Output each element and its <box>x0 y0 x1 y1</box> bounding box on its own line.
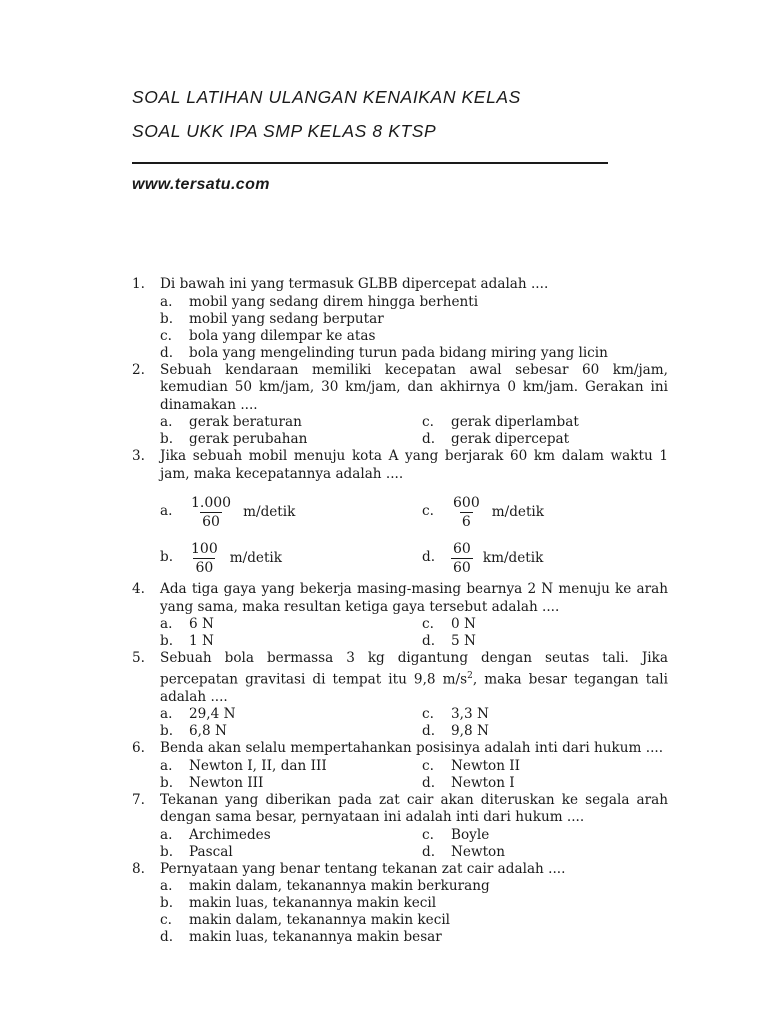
question-number: 8. <box>132 860 145 877</box>
option-letter: b. <box>160 549 174 565</box>
fraction <box>451 494 482 531</box>
option-letter: b. <box>160 633 174 649</box>
header-divider <box>132 162 608 164</box>
option-text: Newton III <box>189 774 264 791</box>
option-letter: c. <box>422 706 434 723</box>
option-letter: a. <box>160 293 173 310</box>
fraction-numerator: 600 <box>453 494 480 511</box>
question-text: Jika sebuah mobil menuju kota A yang berjarak 60 km dalam waktu 1 jam, maka kecepatannya adalah .... <box>160 448 668 482</box>
option-b <box>160 431 422 448</box>
option-b <box>160 535 422 581</box>
option-text: gerak beraturan <box>189 414 302 430</box>
question-text: Di bawah ini yang termasuk GLBB dipercepat adalah .... <box>160 276 549 292</box>
fraction-denominator: 60 <box>453 559 471 576</box>
option-c <box>160 912 668 929</box>
option-letter: a. <box>160 616 173 632</box>
option-text: Newton I, II, dan III <box>189 757 327 774</box>
option-a <box>160 758 422 775</box>
option-a <box>160 294 668 311</box>
option-a <box>160 878 668 895</box>
option-letter: c. <box>422 826 434 843</box>
question-text <box>160 650 668 706</box>
option-letter: b. <box>160 431 174 447</box>
question-text: Ada tiga gaya yang bekerja masing-masing bearnya 2 N menuju ke arah yang sama, maka resultan ketiga gaya tersebut adalah .... <box>160 581 668 615</box>
question-7 <box>132 792 668 861</box>
option-letter: b. <box>160 774 174 791</box>
option-d <box>422 775 668 792</box>
option-b <box>160 895 668 912</box>
option-letter: d. <box>422 633 436 649</box>
option-letter: a. <box>160 826 173 843</box>
option-d <box>160 929 668 946</box>
option-b <box>160 633 422 650</box>
option-letter: c. <box>422 414 434 430</box>
option-d <box>422 431 668 448</box>
question-text: Pernyataan yang benar tentang tekanan zat cair adalah .... <box>160 860 566 877</box>
question-1 <box>132 276 668 362</box>
question-text-part: Sebuah bola bermassa 3 kg digantung dengan seutas tali. Jika percepatan gravitasi di tempat itu 9,8 m/s <box>160 650 668 688</box>
option-letter: c. <box>422 503 434 519</box>
option-letter: a. <box>160 503 173 519</box>
option-d <box>422 633 668 650</box>
option-d <box>422 535 668 581</box>
option-d <box>160 345 668 362</box>
question-number: 4. <box>132 581 145 597</box>
question-text: Tekanan yang diberikan pada zat cair akan diteruskan ke segala arah dengan sama besar, pernyataan ini adalah inti dari hukum .... <box>160 791 668 826</box>
fraction <box>451 540 473 577</box>
option-text: makin luas, tekanannya makin kecil <box>189 895 437 912</box>
option-text: makin dalam, tekanannya makin berkurang <box>189 878 490 895</box>
option-c <box>422 616 668 633</box>
option-text: Newton <box>451 843 505 860</box>
question-number: 7. <box>132 791 145 808</box>
option-text: 6,8 N <box>189 723 227 740</box>
option-letter: d. <box>422 431 436 447</box>
option-letter: d. <box>160 344 174 361</box>
option-letter: a. <box>160 757 173 774</box>
option-a <box>160 489 422 535</box>
fraction-denominator: 60 <box>202 513 220 530</box>
option-a <box>160 706 422 723</box>
option-text: Pascal <box>189 843 233 860</box>
fraction-numerator: 1.000 <box>191 494 232 511</box>
option-text: mobil yang sedang direm hingga berhenti <box>189 293 479 310</box>
option-letter: c. <box>422 616 434 632</box>
option-text: bola yang dilempar ke atas <box>189 327 376 344</box>
unit-label: m/detik <box>229 550 282 566</box>
document-header <box>132 86 612 194</box>
option-letter: d. <box>422 774 436 791</box>
option-text: gerak perubahan <box>189 431 308 447</box>
option-letter: c. <box>422 757 434 774</box>
option-letter: b. <box>160 310 174 327</box>
option-text: makin luas, tekanannya makin besar <box>189 929 442 946</box>
question-8 <box>132 861 668 947</box>
option-text: 5 N <box>451 633 476 649</box>
option-text: bola yang mengelinding turun pada bidang miring yang licin <box>189 344 608 361</box>
option-text: mobil yang sedang berputar <box>189 310 384 327</box>
option-text: makin dalam, tekanannya makin kecil <box>189 912 451 929</box>
option-d <box>422 723 668 740</box>
fraction <box>189 540 220 577</box>
option-letter: d. <box>422 843 436 860</box>
option-a <box>160 827 422 844</box>
option-text: Boyle <box>451 826 490 843</box>
option-a <box>160 616 422 633</box>
option-letter: a. <box>160 878 173 895</box>
question-number: 1. <box>132 276 145 292</box>
option-text: 0 N <box>451 616 476 632</box>
question-number: 2. <box>132 361 145 378</box>
question-2 <box>132 362 668 449</box>
option-letter: d. <box>422 723 436 740</box>
document-title: SOAL LATIHAN ULANGAN KENAIKAN KELAS <box>132 87 521 107</box>
option-b <box>160 723 422 740</box>
option-letter: a. <box>160 706 173 723</box>
question-4 <box>132 581 668 650</box>
fraction-denominator: 60 <box>195 559 214 576</box>
option-letter: b. <box>160 895 174 912</box>
option-letter: c. <box>160 912 172 929</box>
fraction <box>189 494 233 531</box>
option-letter: b. <box>160 723 174 740</box>
question-text: Benda akan selalu mempertahankan posisinya adalah inti dari hukum .... <box>160 740 664 757</box>
option-b <box>160 844 422 861</box>
question-number: 5. <box>132 650 145 666</box>
option-letter: d. <box>422 549 436 565</box>
option-letter: d. <box>160 929 174 946</box>
question-5 <box>132 650 668 740</box>
option-c <box>422 489 668 535</box>
option-text: Archimedes <box>189 826 271 843</box>
option-text: gerak dipercepat <box>451 431 570 447</box>
website-url: www.tersatu.com <box>132 176 270 193</box>
fraction-numerator: 60 <box>453 540 471 557</box>
unit-label: m/detik <box>491 504 544 520</box>
unit-label: m/detik <box>243 504 296 520</box>
option-c <box>422 827 668 844</box>
option-text: 3,3 N <box>451 706 489 723</box>
option-text: 1 N <box>189 633 214 649</box>
question-list <box>132 276 668 946</box>
option-text: Newton II <box>451 757 521 774</box>
option-b <box>160 311 668 328</box>
question-number: 3. <box>132 448 145 464</box>
fraction-denominator: 6 <box>461 513 471 530</box>
option-c <box>160 328 668 345</box>
option-text: gerak diperlambat <box>451 414 579 430</box>
option-c <box>422 706 668 723</box>
question-text: Sebuah kendaraan memiliki kecepatan awal sebesar 60 km/jam, kemudian 50 km/jam, 30 km/jam, dan akhirnya 0 km/jam. Gerakan ini dinamakan .... <box>160 361 668 413</box>
question-number: 6. <box>132 740 145 757</box>
question-6 <box>132 740 668 792</box>
option-letter: a. <box>160 414 173 430</box>
option-text: 6 N <box>189 616 214 632</box>
superscript: 2 <box>467 670 473 681</box>
option-d <box>422 844 668 861</box>
option-b <box>160 775 422 792</box>
option-letter: b. <box>160 843 174 860</box>
option-letter: c. <box>160 327 172 344</box>
option-text: Newton I <box>451 774 515 791</box>
document-subtitle: SOAL UKK IPA SMP KELAS 8 KTSP <box>132 121 437 141</box>
option-c <box>422 414 668 431</box>
question-3 <box>132 448 668 581</box>
option-c <box>422 758 668 775</box>
option-text: 29,4 N <box>189 706 236 723</box>
question-text-part: , maka besar tegangan tali adalah .... <box>160 671 668 705</box>
fraction-numerator: 100 <box>191 540 218 557</box>
option-a <box>160 414 422 431</box>
unit-label: km/detik <box>482 550 544 566</box>
option-text: 9,8 N <box>451 723 489 740</box>
